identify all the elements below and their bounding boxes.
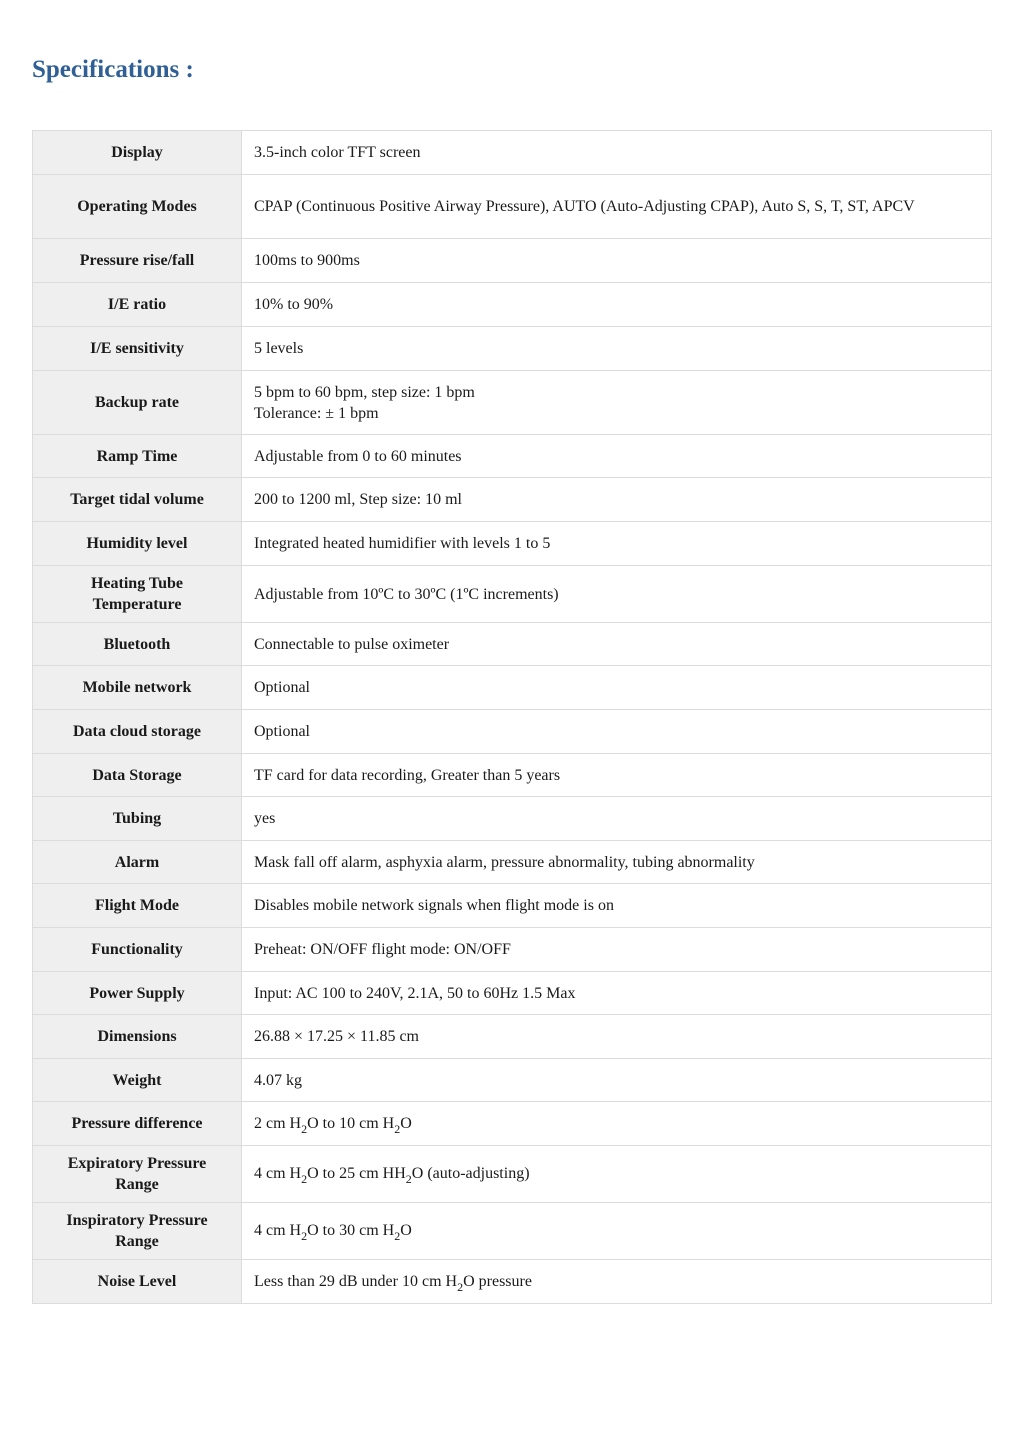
table-row <box>33 841 992 884</box>
table-row <box>33 239 992 283</box>
spec-value-humidity-level: Integrated heated humidifier with levels 1 to 5 <box>242 522 992 566</box>
spec-label-target-tidal-volume: Target tidal volume <box>33 478 242 522</box>
value-text: O to 10 cm H <box>307 1114 395 1132</box>
table-row <box>33 754 992 797</box>
table-row <box>33 666 992 710</box>
spec-label-tubing: Tubing <box>33 797 242 841</box>
spec-value-alarm: Mask fall off alarm, asphyxia alarm, pressure abnormality, tubing abnormality <box>242 841 992 884</box>
subscript: 2 <box>457 1279 464 1294</box>
value-text: O <box>400 1114 412 1132</box>
value-text: 4 cm H <box>254 1165 302 1182</box>
spec-label-operating-modes: Operating Modes <box>33 175 242 239</box>
subscript: 2 <box>301 1121 308 1136</box>
table-row <box>33 371 992 435</box>
table-row <box>33 175 992 239</box>
spec-label-flight-mode: Flight Mode <box>33 884 242 928</box>
table-row <box>33 797 992 841</box>
spec-value-tubing: yes <box>242 797 992 841</box>
table-row <box>33 478 992 522</box>
table-row <box>33 283 992 327</box>
backup-rate-line-1: 5 bpm to 60 bpm, step size: 1 bpm <box>254 383 475 401</box>
table-row <box>33 522 992 566</box>
spec-value-display: 3.5-inch color TFT screen <box>242 131 992 175</box>
spec-label-backup-rate: Backup rate <box>33 371 242 435</box>
spec-label-inspiratory-pressure-range: Inspiratory Pressure Range <box>33 1203 242 1260</box>
spec-label-mobile-network: Mobile network <box>33 666 242 710</box>
spec-value-bluetooth: Connectable to pulse oximeter <box>242 623 992 666</box>
spec-label-data-cloud-storage: Data cloud storage <box>33 710 242 754</box>
spec-value-backup-rate <box>242 371 992 435</box>
specifications-table <box>32 130 992 1304</box>
spec-value-flight-mode: Disables mobile network signals when flight mode is on <box>242 884 992 928</box>
backup-rate-line-2: Tolerance: ± 1 bpm <box>254 404 379 422</box>
spec-value-heating-tube-temperature: Adjustable from 10ºC to 30ºC (1ºC increments) <box>242 566 992 623</box>
value-text: 4 cm H <box>254 1222 302 1239</box>
spec-value-functionality: Preheat: ON/OFF flight mode: ON/OFF <box>242 928 992 972</box>
spec-label-pressure-rise-fall: Pressure rise/fall <box>33 239 242 283</box>
table-row <box>33 972 992 1015</box>
spec-label-humidity-level: Humidity level <box>33 522 242 566</box>
spec-label-pressure-difference: Pressure difference <box>33 1102 242 1146</box>
spec-label-dimensions: Dimensions <box>33 1015 242 1059</box>
spec-value-data-cloud-storage: Optional <box>242 710 992 754</box>
spec-value-weight: 4.07 kg <box>242 1059 992 1102</box>
spec-value-power-supply: Input: AC 100 to 240V, 2.1A, 50 to 60Hz 1.5 Max <box>242 972 992 1015</box>
spec-value-pressure-difference <box>242 1102 992 1146</box>
spec-value-mobile-network: Optional <box>242 666 992 710</box>
table-row <box>33 131 992 175</box>
spec-label-ramp-time: Ramp Time <box>33 435 242 478</box>
value-text: O pressure <box>463 1272 532 1290</box>
spec-label-bluetooth: Bluetooth <box>33 623 242 666</box>
spec-label-ie-ratio: I/E ratio <box>33 283 242 327</box>
spec-value-data-storage: TF card for data recording, Greater than 5 years <box>242 754 992 797</box>
value-text: Less than 29 dB under 10 cm H <box>254 1272 458 1290</box>
spec-label-alarm: Alarm <box>33 841 242 884</box>
table-row <box>33 1059 992 1102</box>
table-row <box>33 435 992 478</box>
table-row <box>33 1015 992 1059</box>
spec-value-expiratory-pressure-range <box>242 1146 992 1203</box>
page-title: Specifications : <box>32 56 194 83</box>
spec-value-pressure-rise-fall: 100ms to 900ms <box>242 239 992 283</box>
table-row <box>33 710 992 754</box>
table-row <box>33 1146 992 1203</box>
value-text: O <box>400 1222 412 1239</box>
spec-value-ie-sensitivity: 5 levels <box>242 327 992 371</box>
spec-value-inspiratory-pressure-range <box>242 1203 992 1260</box>
spec-label-weight: Weight <box>33 1059 242 1102</box>
spec-label-expiratory-pressure-range: Expiratory Pressure Range <box>33 1146 242 1203</box>
spec-label-display: Display <box>33 131 242 175</box>
value-text: O (auto-adjusting) <box>411 1165 530 1182</box>
spec-value-noise-level <box>242 1260 992 1304</box>
table-row <box>33 884 992 928</box>
spec-value-dimensions: 26.88 × 17.25 × 11.85 cm <box>242 1015 992 1059</box>
table-row <box>33 566 992 623</box>
table-row <box>33 928 992 972</box>
spec-value-ramp-time: Adjustable from 0 to 60 minutes <box>242 435 992 478</box>
subscript: 2 <box>301 1172 308 1186</box>
spec-label-power-supply: Power Supply <box>33 972 242 1015</box>
table-row <box>33 1102 992 1146</box>
value-text: O to 30 cm H <box>307 1222 395 1239</box>
spec-value-ie-ratio: 10% to 90% <box>242 283 992 327</box>
table-row <box>33 1260 992 1304</box>
subscript: 2 <box>394 1229 401 1243</box>
table-row <box>33 1203 992 1260</box>
subscript: 2 <box>301 1229 308 1243</box>
spec-value-operating-modes: CPAP (Continuous Positive Airway Pressure), AUTO (Auto-Adjusting CPAP), Auto S, S, T, ST, APCV <box>242 175 992 239</box>
spec-label-functionality: Functionality <box>33 928 242 972</box>
spec-label-heating-tube-temperature: Heating Tube Temperature <box>33 566 242 623</box>
table-row <box>33 327 992 371</box>
table-row <box>33 623 992 666</box>
spec-label-data-storage: Data Storage <box>33 754 242 797</box>
spec-value-target-tidal-volume: 200 to 1200 ml, Step size: 10 ml <box>242 478 992 522</box>
subscript: 2 <box>405 1172 412 1186</box>
spec-label-ie-sensitivity: I/E sensitivity <box>33 327 242 371</box>
value-text: 2 cm H <box>254 1114 302 1132</box>
spec-label-noise-level: Noise Level <box>33 1260 242 1304</box>
value-text: O to 25 cm HH <box>307 1165 406 1182</box>
subscript: 2 <box>394 1121 401 1136</box>
